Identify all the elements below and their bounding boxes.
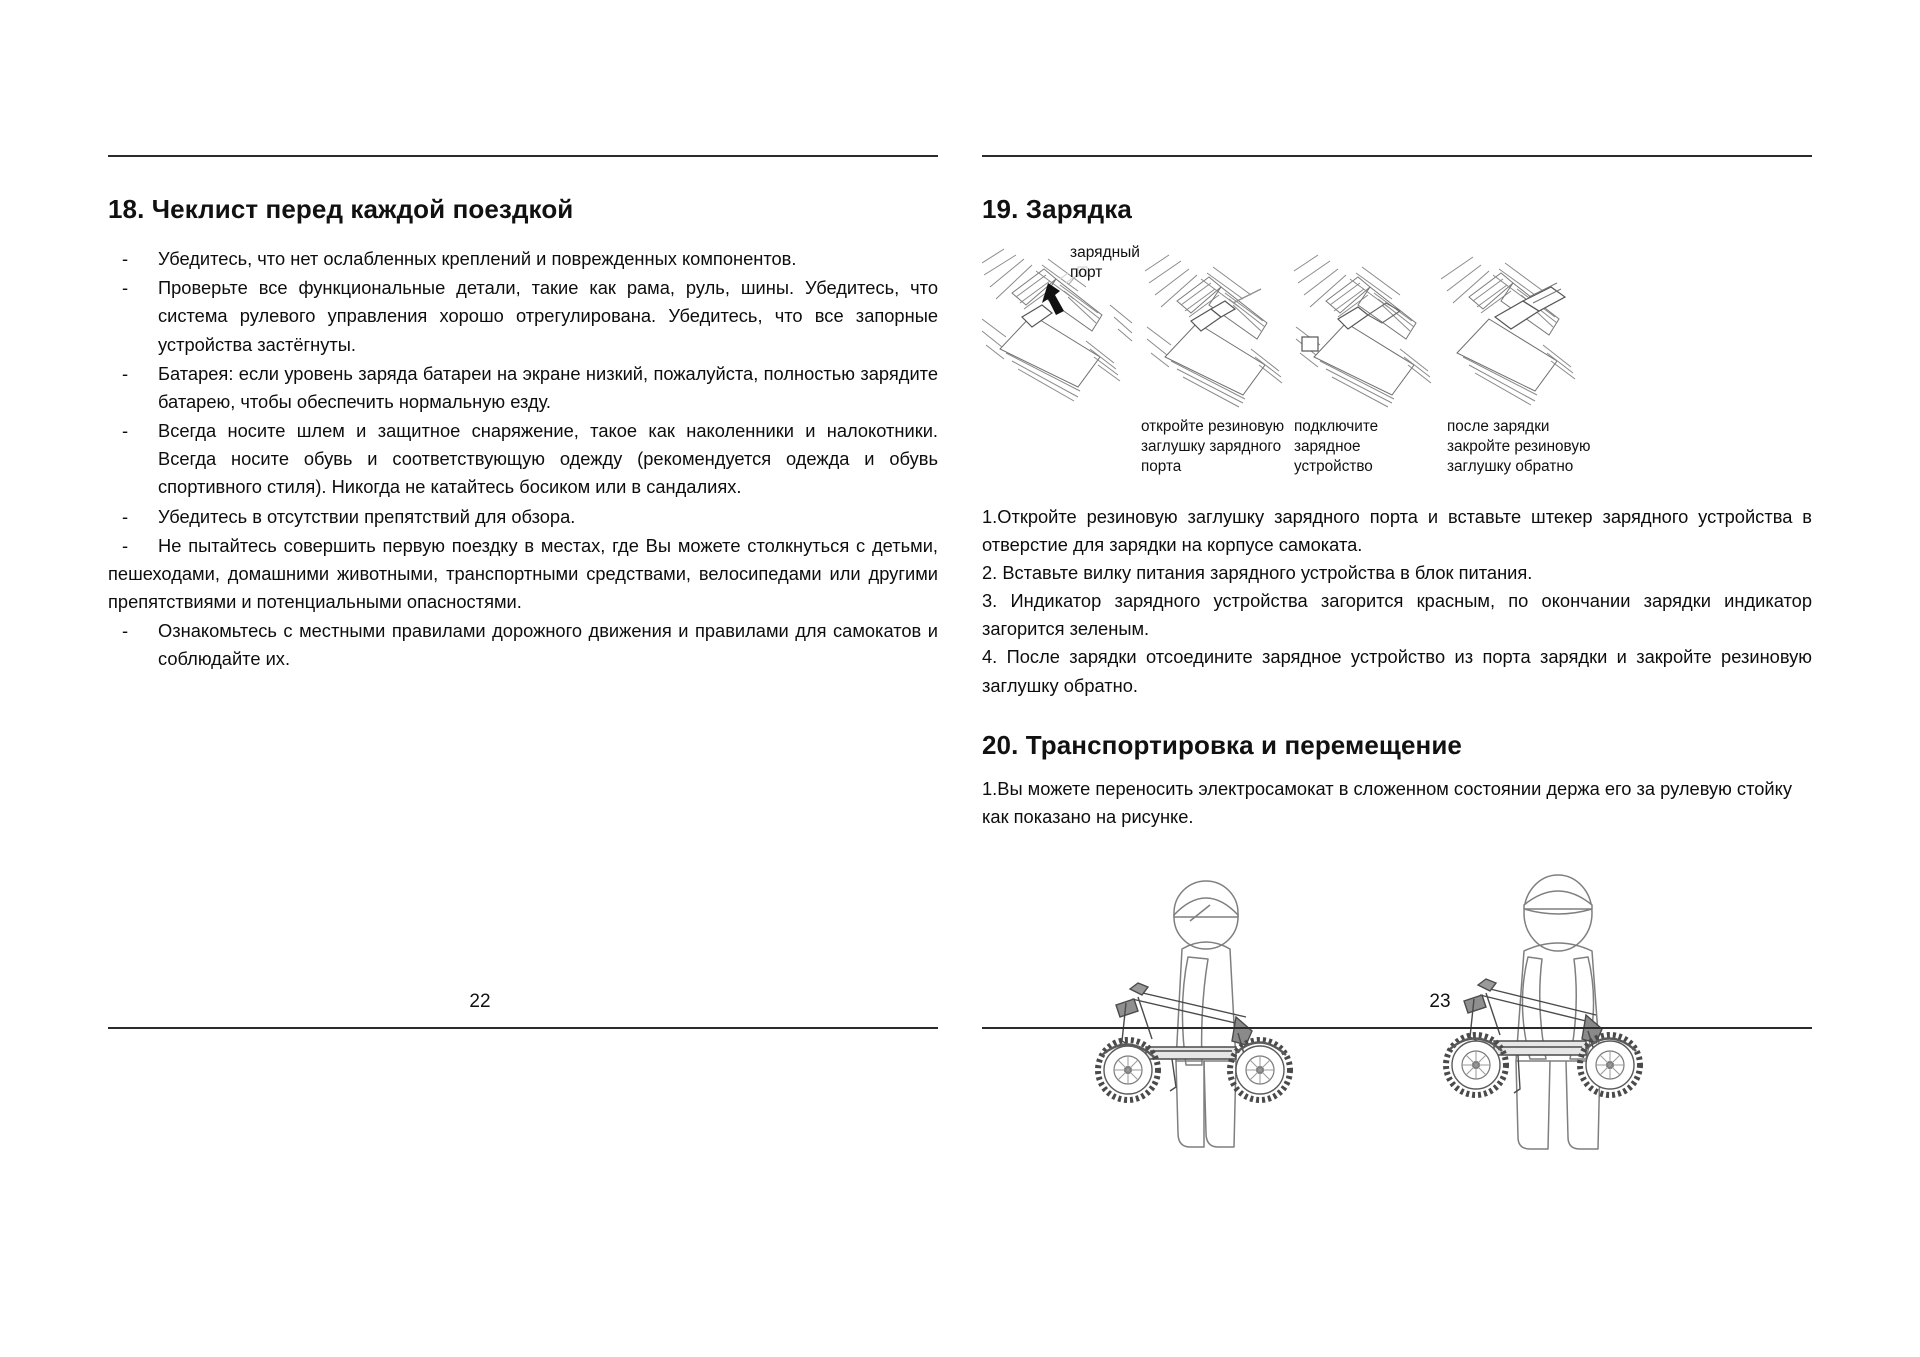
charging-step-1: 1.Откройте резиновую заглушку зарядного порта и вставьте штекер зарядного устройства в отверстие для зарядки на корпусе самоката. (982, 505, 1812, 555)
page-number-right-value: 23 (1429, 991, 1451, 1012)
charging-port-label-line2: порт (1070, 263, 1103, 281)
page-right (960, 0, 1920, 1357)
list-item-text: Не пытайтесь совершить первую поездку в местах, где Вы можете столкнуться с детьми, пешеходами, домашними животными, транспортными средствами, велосипедами или другими препятствиями и потенциальными опасностями. (108, 534, 938, 613)
list-item (108, 503, 938, 531)
footer-rule-right (982, 1027, 1812, 1029)
charging-port-label (1070, 243, 1140, 283)
charging-step-2: 2. Вставьте вилку питания зарядного устройства в блок питания. (982, 561, 1533, 583)
list-item-text: Ознакомьтесь с местными правилами дорожного движения и правилами для самокатов и соблюдайте их. (158, 620, 938, 670)
list-item-text: Батарея: если уровень заряда батареи на экране низкий, пожалуйста, полностью зарядите батарею, чтобы обеспечить нормальную езду. (158, 362, 938, 412)
charging-figure-4-cell (1439, 245, 1581, 410)
charging-caption-3: после зарядки закройте резиновую заглушку обратно (1447, 418, 1591, 475)
bullet-dash: - (122, 362, 129, 384)
list-item-text: Всегда носите шлем и защитное снаряжение, такое как наколенники и налокотники. Всегда носите обувь и соответствующую одежду (рекомендуется одежда и обувь спортивного стиля). Никогда не катайтесь босиком или в сандалиях. (158, 420, 938, 498)
carry-figures (982, 865, 1812, 1170)
page-number-left-value: 22 (469, 991, 491, 1012)
list-item (108, 274, 938, 359)
charging-figure-4 (1439, 245, 1581, 410)
bullet-dash: - (122, 620, 129, 642)
list-item-text: Убедитесь в отсутствии препятствий для обзора. (158, 505, 576, 527)
page-left-content (108, 180, 938, 675)
list-item (108, 417, 938, 502)
page-number-right (960, 991, 1920, 1013)
charging-step-4: 4. После зарядки отсоедините зарядное устройство из порта зарядки и закройте резиновую заглушку обратно. (982, 646, 1812, 696)
page-number-left (0, 991, 960, 1013)
section-20-title: 20. Транспортировка и перемещение (982, 729, 1462, 760)
charging-caption-row (982, 412, 1812, 477)
list-item (108, 617, 938, 673)
footer-rule-left (108, 1027, 938, 1029)
transport-paragraph: 1.Вы можете переносить электросамокат в сложенном состоянии держа его за рулевую стойку как показано на рисунке. (982, 777, 1792, 827)
pre-ride-checklist (108, 245, 938, 674)
list-item (108, 245, 938, 273)
bullet-dash: - (122, 277, 129, 299)
carry-figure-side-view (1086, 865, 1376, 1170)
list-item (108, 360, 938, 416)
charging-caption-2: подключите зарядное устройство (1294, 418, 1379, 475)
bullet-dash: - (122, 420, 129, 442)
carry-figure-front-view (1418, 865, 1708, 1170)
list-item-text: Проверьте все функциональные детали, такие как рама, руль, шины. Убедитесь, что система рулевого управления хорошо отрегулирована. Убедитесь, что все запорные устройства застёгнуты. (158, 277, 938, 355)
charging-figure-3 (1290, 245, 1432, 410)
bullet-dash: - (122, 505, 129, 527)
charging-figure-2 (1141, 245, 1283, 410)
section-19-title: 19. Зарядка (982, 194, 1132, 224)
charging-caption-1: откройте резиновую заглушку зарядного порта (1141, 418, 1285, 475)
charging-step-3: 3. Индикатор зарядного устройства загорится красным, по окончании зарядки индикатор загорится зеленым. (982, 590, 1812, 640)
header-rule-left (108, 155, 938, 157)
section-18-title: 18. Чеклист перед каждой поездкой (108, 194, 574, 224)
caption-spacer (982, 412, 1134, 477)
charging-figure-2-cell (1141, 245, 1283, 410)
list-item-text: Убедитесь, что нет ослабленных креплений и поврежденных компонентов. (158, 248, 797, 269)
charging-figure-strip (982, 245, 1812, 410)
header-rule-right (982, 155, 1812, 157)
page-right-content (982, 180, 1812, 1170)
charging-port-label-line1: зарядный (1070, 244, 1140, 261)
list-item (108, 532, 938, 617)
charging-figure-1-cell (982, 244, 1140, 410)
bullet-dash: - (122, 248, 129, 269)
bullet-dash: - (122, 534, 129, 556)
charging-figure-3-cell (1290, 245, 1432, 410)
